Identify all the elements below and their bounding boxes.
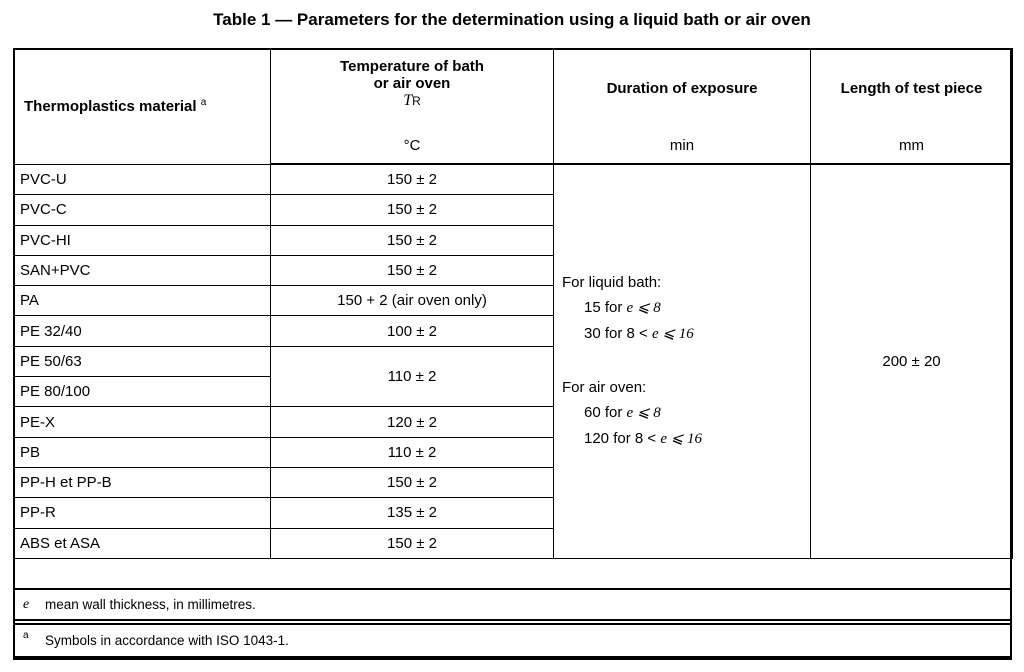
temperature-cell: 150 ± 2: [271, 225, 554, 255]
temperature-cell: 135 ± 2: [271, 498, 554, 528]
header-temperature-line1: Temperature of bath: [340, 58, 484, 75]
header-temperature-symbol: T: [403, 92, 413, 109]
footnote-e-symbol: e: [23, 596, 30, 612]
header-temperature-line2: or air oven: [373, 75, 451, 92]
material-cell: PB: [14, 437, 271, 467]
header-material-label: Thermoplastics material: [24, 98, 197, 116]
footnote-a-text: Symbols in accordance with ISO 1043-1.: [45, 633, 289, 648]
temperature-cell: 150 ± 2: [271, 528, 554, 558]
duration-liquid-title: For liquid bath:: [562, 274, 662, 292]
table-caption: Table 1 — Parameters for the determination using a liquid bath or air oven: [213, 10, 811, 29]
temperature-cell: 100 ± 2: [271, 316, 554, 346]
header-temperature-subscript: R: [412, 94, 421, 108]
duration-liquid-1-value: 15 for: [584, 299, 627, 317]
material-cell: SAN+PVC: [14, 255, 271, 285]
duration-oven-1-value: 60 for: [584, 404, 627, 422]
duration-oven-title: For air oven:: [562, 379, 647, 397]
material-cell: PVC-C: [14, 195, 271, 225]
table-frame: [13, 48, 1012, 660]
header-duration-unit: min: [554, 127, 811, 164]
temperature-cell: 150 ± 2: [271, 164, 554, 195]
material-cell: PVC-U: [14, 164, 271, 195]
material-cell: PE-X: [14, 407, 271, 437]
header-duration: Duration of exposure: [554, 49, 811, 128]
footnote-e-text: mean wall thickness, in millimetres.: [45, 597, 256, 612]
duration-liquid-2-cond: e ⩽ 16: [651, 326, 694, 343]
temperature-cell: 150 ± 2: [271, 195, 554, 225]
header-material-note: a: [200, 97, 207, 109]
duration-oven-2-cond: e ⩽ 16: [660, 431, 703, 448]
duration-oven-1-cond: e ⩽ 8: [626, 405, 661, 422]
material-cell: PE 50/63: [14, 346, 271, 376]
header-length: Length of test piece: [811, 49, 1013, 128]
header-temperature-unit: °C: [271, 127, 554, 164]
temperature-cell: 150 ± 2: [271, 255, 554, 285]
material-cell: PE 32/40: [14, 316, 271, 346]
temperature-cell: 150 + 2 (air oven only): [271, 286, 554, 316]
duration-liquid-2-value: 30 for 8 <: [584, 325, 652, 343]
footnote-a: [13, 623, 1012, 658]
temperature-cell: 120 ± 2: [271, 407, 554, 437]
material-cell: ABS et ASA: [14, 528, 271, 558]
footnote-a-symbol: a: [23, 630, 29, 641]
length-cell: 200 ± 20: [811, 164, 1013, 558]
footnote-e: [13, 588, 1012, 621]
material-cell: PP-R: [14, 498, 271, 528]
header-length-unit: mm: [811, 127, 1013, 164]
material-cell: PE 80/100: [14, 377, 271, 407]
material-cell: PA: [14, 286, 271, 316]
temperature-cell: 110 ± 2: [271, 437, 554, 467]
material-cell: PVC-HI: [14, 225, 271, 255]
temperature-cell: 110 ± 2: [271, 346, 554, 407]
duration-oven-2-value: 120 for 8 <: [584, 430, 661, 448]
duration-liquid-1-cond: e ⩽ 8: [626, 300, 661, 317]
material-cell: PP-H et PP-B: [14, 467, 271, 497]
temperature-cell: 150 ± 2: [271, 467, 554, 497]
